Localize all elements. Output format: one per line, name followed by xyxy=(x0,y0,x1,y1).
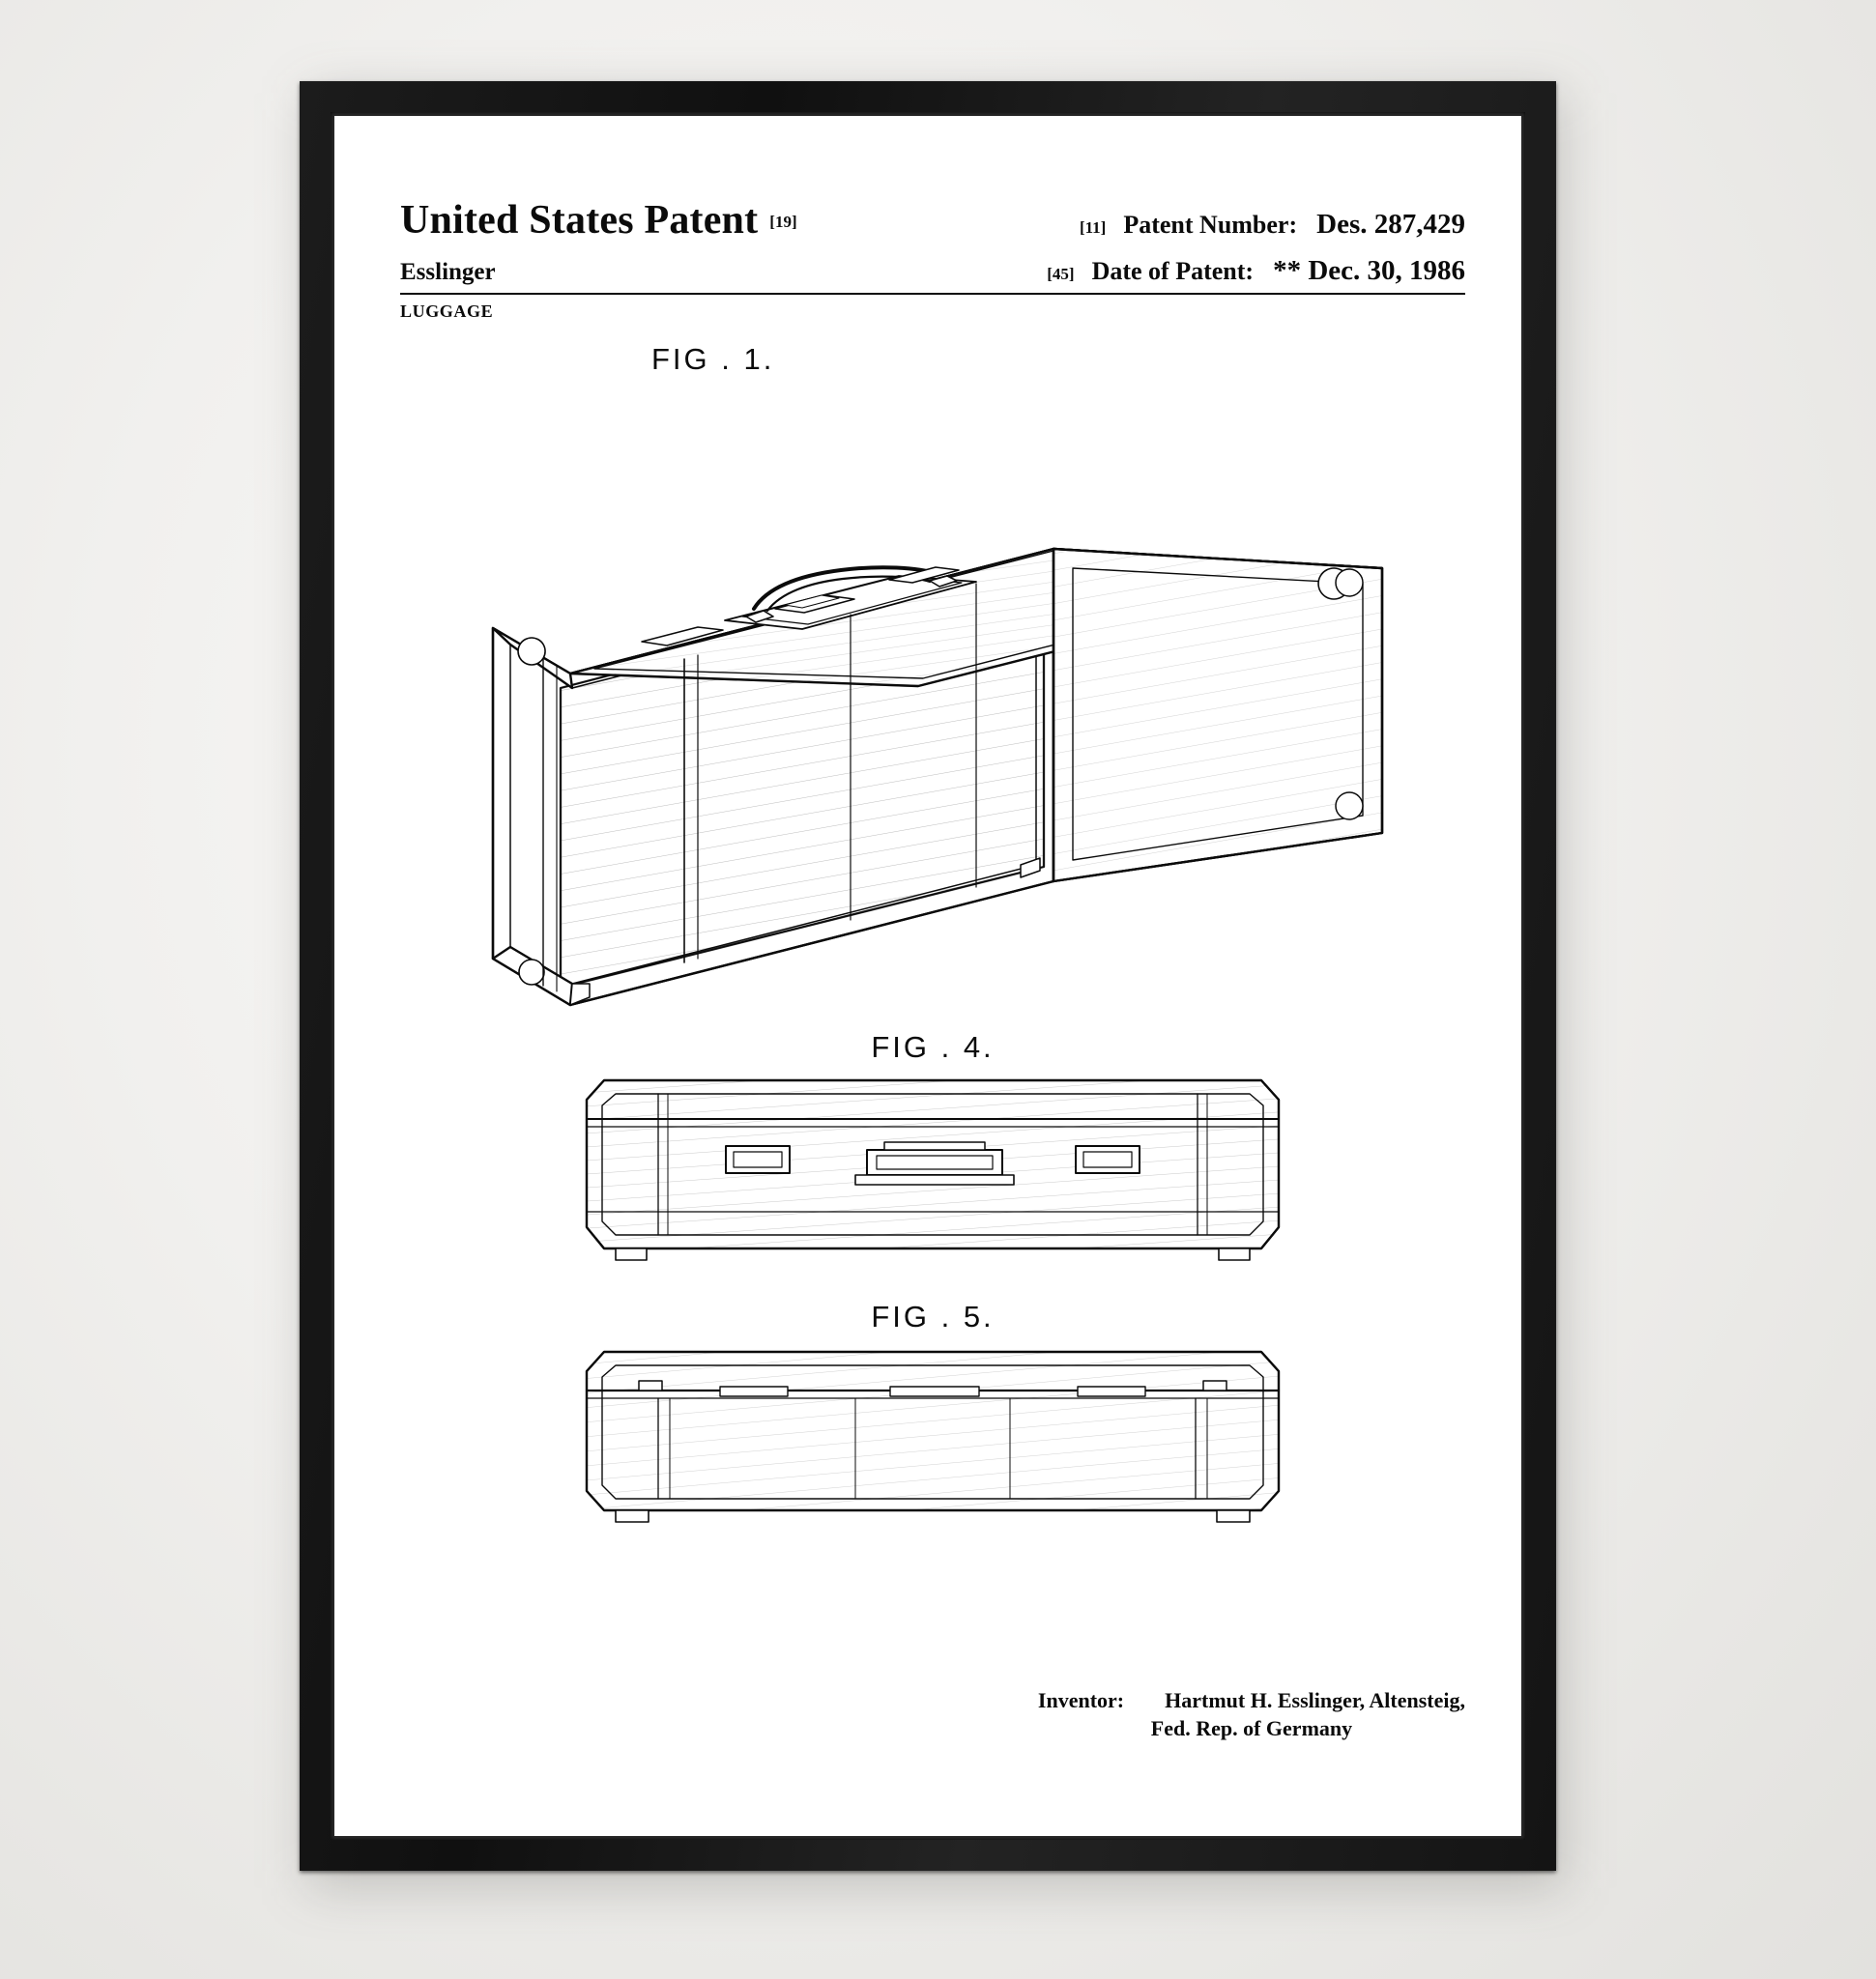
patent-date-group xyxy=(1047,255,1465,287)
figure-5-drawing xyxy=(565,1336,1300,1530)
picture-frame xyxy=(300,81,1556,1871)
figure-area xyxy=(400,342,1465,1797)
frame-mat xyxy=(334,116,1521,1836)
patent-number-code: [11] xyxy=(1079,218,1107,237)
figure-4-drawing xyxy=(565,1067,1300,1275)
patent-header-row-1 xyxy=(400,197,1465,244)
figure-1-caption: FIG . 1. xyxy=(651,342,775,376)
inventor-line-2: Fed. Rep. of Germany xyxy=(1150,1716,1353,1741)
patent-date-value: ** Dec. 30, 1986 xyxy=(1273,255,1465,286)
header-divider xyxy=(400,293,1465,295)
office-title-group xyxy=(400,197,797,244)
inventor-block xyxy=(1038,1686,1465,1743)
patent-title: LUGGAGE xyxy=(400,301,494,321)
patent-header-row-2 xyxy=(400,255,1465,287)
patent-number-value: Des. 287,429 xyxy=(1316,209,1465,240)
figure-5-caption: FIG . 5. xyxy=(871,1300,995,1334)
figure-1-drawing xyxy=(435,379,1430,1017)
figure-4-block xyxy=(400,1030,1465,1275)
patent-date-label: Date of Patent: xyxy=(1091,257,1255,285)
office-title: United States Patent xyxy=(400,198,759,243)
inventor-surname: Esslinger xyxy=(400,259,496,285)
figure-4-caption: FIG . 4. xyxy=(871,1030,995,1064)
inventor-line-1: Hartmut H. Esslinger, Altensteig, xyxy=(1165,1687,1465,1712)
office-code: [19] xyxy=(769,212,797,231)
inventor-label: Inventor: xyxy=(1037,1687,1125,1712)
patent-sheet xyxy=(334,116,1521,1836)
figure-5-block xyxy=(400,1300,1465,1530)
figure-1-block xyxy=(400,342,1465,1017)
patent-number-label: Patent Number: xyxy=(1123,211,1298,239)
patent-date-code: [45] xyxy=(1047,265,1075,283)
patent-number-group xyxy=(1080,209,1465,241)
